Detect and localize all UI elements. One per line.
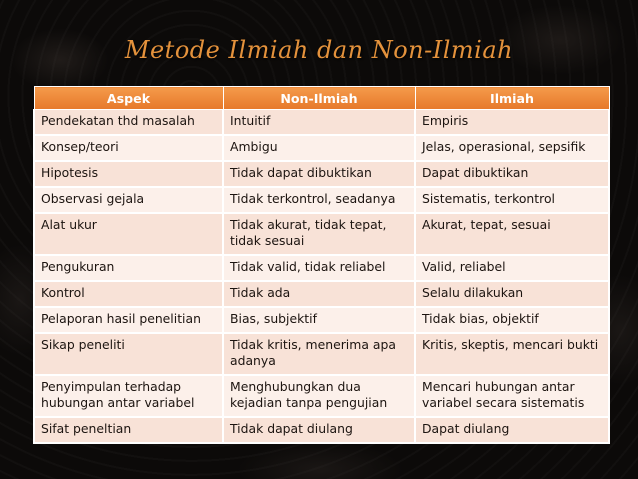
cell-ilmiah: Mencari hubungan antar variabel secara sistematis <box>415 375 609 417</box>
cell-non-ilmiah: Intuitif <box>223 110 415 136</box>
cell-aspek: Pendekatan thd masalah <box>34 110 223 136</box>
table-row <box>34 417 609 443</box>
table-row <box>34 307 609 333</box>
table-row <box>34 187 609 213</box>
header-non-ilmiah: Non-Ilmiah <box>223 87 415 110</box>
cell-aspek: Pengukuran <box>34 255 223 281</box>
table-row <box>34 255 609 281</box>
comparison-table <box>33 86 610 444</box>
cell-aspek: Penyimpulan terhadap hubungan antar variabel <box>34 375 223 417</box>
header-aspek: Aspek <box>34 87 223 110</box>
cell-non-ilmiah: Bias, subjektif <box>223 307 415 333</box>
cell-non-ilmiah: Tidak kritis, menerima apa adanya <box>223 333 415 375</box>
cell-aspek: Konsep/teori <box>34 135 223 161</box>
cell-aspek: Sifat peneltian <box>34 417 223 443</box>
cell-aspek: Observasi gejala <box>34 187 223 213</box>
cell-non-ilmiah: Tidak ada <box>223 281 415 307</box>
table-row <box>34 110 609 136</box>
table-row <box>34 333 609 375</box>
table-row <box>34 375 609 417</box>
cell-aspek: Alat ukur <box>34 213 223 255</box>
cell-ilmiah: Empiris <box>415 110 609 136</box>
cell-ilmiah: Selalu dilakukan <box>415 281 609 307</box>
cell-non-ilmiah: Tidak dapat diulang <box>223 417 415 443</box>
cell-aspek: Kontrol <box>34 281 223 307</box>
cell-ilmiah: Jelas, operasional, sepsifik <box>415 135 609 161</box>
table-header-row <box>34 87 609 110</box>
cell-non-ilmiah: Tidak valid, tidak reliabel <box>223 255 415 281</box>
cell-ilmiah: Akurat, tepat, sesuai <box>415 213 609 255</box>
cell-ilmiah: Dapat diulang <box>415 417 609 443</box>
cell-aspek: Sikap peneliti <box>34 333 223 375</box>
cell-non-ilmiah: Tidak akurat, tidak tepat, tidak sesuai <box>223 213 415 255</box>
cell-ilmiah: Dapat dibuktikan <box>415 161 609 187</box>
cell-non-ilmiah: Tidak terkontrol, seadanya <box>223 187 415 213</box>
cell-ilmiah: Tidak bias, objektif <box>415 307 609 333</box>
cell-ilmiah: Sistematis, terkontrol <box>415 187 609 213</box>
header-ilmiah: Ilmiah <box>415 87 609 110</box>
cell-aspek: Hipotesis <box>34 161 223 187</box>
slide-title: Metode Ilmiah dan Non-Ilmiah <box>124 36 514 64</box>
cell-non-ilmiah: Menghubungkan dua kejadian tanpa pengujian <box>223 375 415 417</box>
cell-non-ilmiah: Ambigu <box>223 135 415 161</box>
cell-ilmiah: Valid, reliabel <box>415 255 609 281</box>
cell-aspek: Pelaporan hasil penelitian <box>34 307 223 333</box>
cell-ilmiah: Kritis, skeptis, mencari bukti <box>415 333 609 375</box>
table-row <box>34 213 609 255</box>
table-row <box>34 161 609 187</box>
table-row <box>34 135 609 161</box>
table-row <box>34 281 609 307</box>
cell-non-ilmiah: Tidak dapat dibuktikan <box>223 161 415 187</box>
